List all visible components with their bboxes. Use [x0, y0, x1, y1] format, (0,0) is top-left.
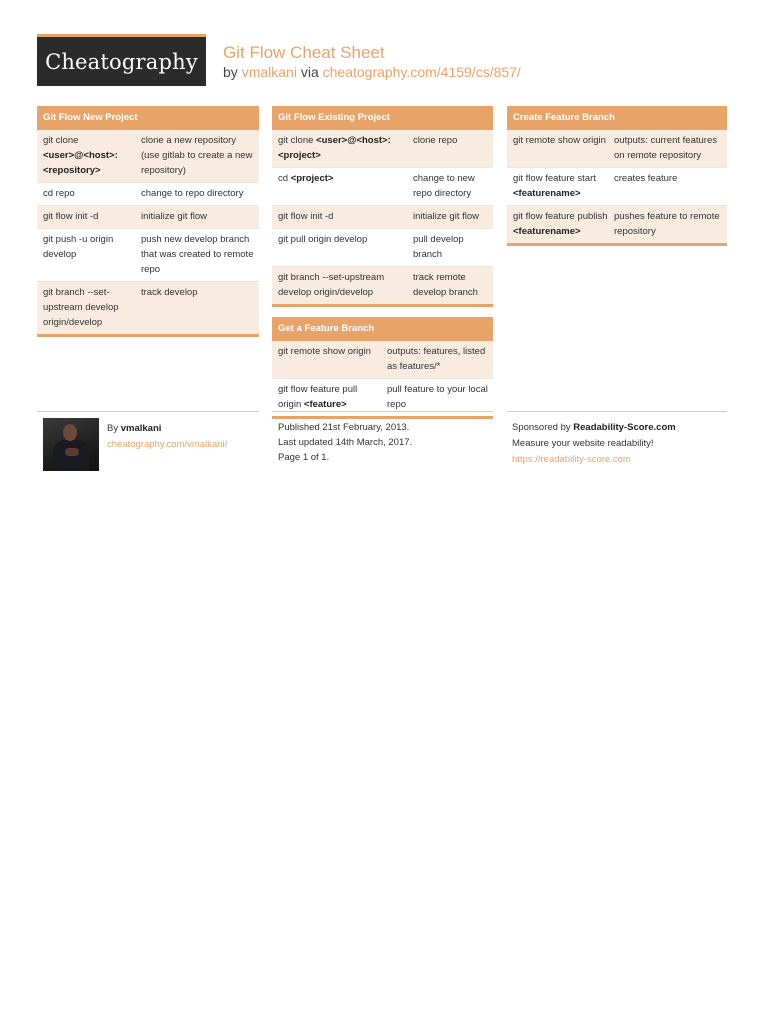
- logo-text: Cheatography: [45, 49, 198, 74]
- section-title: Create Feature Branch: [507, 106, 727, 130]
- table-row: [507, 130, 727, 168]
- description-cell: change to repo directory: [141, 188, 244, 199]
- description-cell: change to new repo directory: [413, 173, 475, 199]
- description-cell: initialize git flow: [413, 211, 479, 222]
- table-row: [272, 267, 493, 304]
- table-row: [507, 168, 727, 206]
- table-row: [37, 206, 259, 229]
- param: <user>@<host>: <repository>: [43, 150, 118, 176]
- avatar-arm: [65, 448, 79, 456]
- table-row: [37, 282, 259, 334]
- section-git-flow-new-project: [37, 106, 259, 337]
- footer-author-link[interactable]: cheatography.com/vmalkani/: [107, 439, 228, 450]
- description-cell: outputs: features, listed as features/*: [387, 346, 486, 372]
- description-cell: creates feature: [614, 173, 678, 184]
- footer-divider: [272, 411, 493, 412]
- description-cell: push new develop branch that was created to remote repo: [141, 234, 254, 275]
- description-cell: track develop: [141, 287, 198, 298]
- command-cell: git flow feature start <featurename>: [513, 173, 596, 199]
- description-cell: clone repo: [413, 135, 458, 146]
- command-cell: git flow feature publish <featurename>: [513, 211, 608, 237]
- table-row: [272, 168, 493, 206]
- author-avatar[interactable]: [43, 418, 99, 471]
- param: <featurename>: [513, 226, 581, 237]
- command-cell: git flow init -d: [278, 211, 334, 222]
- description-cell: initialize git flow: [141, 211, 207, 222]
- table-row: [37, 183, 259, 206]
- command-cell: git push -u origin develop: [43, 234, 114, 260]
- byline: [223, 64, 521, 80]
- description-cell: pushes feature to remote repository: [614, 211, 720, 237]
- sponsor-name[interactable]: Readability-Score.com: [573, 422, 676, 433]
- column-2: [272, 106, 493, 429]
- section-title: Git Flow New Project: [37, 106, 259, 130]
- command-cell: git clone <user>@<host>: <project>: [278, 135, 391, 161]
- cheatography-logo[interactable]: [37, 34, 206, 86]
- footer-by: By: [107, 423, 119, 434]
- avatar-head: [63, 424, 77, 441]
- section-title: Get a Feature Branch: [272, 317, 493, 341]
- command-cell: git clone <user>@<host>: <repository>: [43, 135, 118, 176]
- command-cell: git flow feature pull origin <feature>: [278, 384, 358, 410]
- param: <project>: [278, 150, 321, 161]
- section-git-flow-existing-project: [272, 106, 493, 307]
- sheet-url-link[interactable]: cheatography.com/4159/cs/857/: [322, 64, 521, 80]
- table-row: [272, 130, 493, 168]
- command-cell: git flow init -d: [43, 211, 99, 222]
- table-row: [272, 341, 493, 379]
- sponsored-by-label: Sponsored by: [512, 422, 571, 433]
- sponsor-link[interactable]: https://readability-score.com: [512, 454, 631, 465]
- updated-date: Last updated 14th March, 2017.: [278, 437, 413, 448]
- description-cell: pull feature to your local repo: [387, 384, 488, 410]
- author-link[interactable]: vmalkani: [241, 64, 297, 80]
- sponsor-tagline: Measure your website readability!: [512, 438, 654, 449]
- param: <featurename>: [513, 188, 581, 199]
- param: <user>@<host>:: [316, 135, 391, 146]
- command-cell: git remote show origin: [513, 135, 606, 146]
- command-cell: cd <project>: [278, 173, 334, 184]
- section-get-a-feature-branch: [272, 317, 493, 419]
- footer-publish-info: [278, 420, 412, 465]
- table-row: [507, 206, 727, 243]
- footer-author-name[interactable]: vmalkani: [120, 423, 162, 434]
- column-3: [507, 106, 727, 256]
- description-cell: outputs: current features on remote repository: [614, 135, 717, 161]
- table-row: [37, 130, 259, 183]
- command-cell: cd repo: [43, 188, 75, 199]
- param: <project>: [290, 173, 334, 184]
- table-row: [272, 229, 493, 267]
- footer-divider: [37, 411, 259, 412]
- page-count: Page 1 of 1.: [278, 452, 330, 463]
- description-cell: clone a new repository (use gitlab to create a new repository): [141, 135, 253, 176]
- column-1: [37, 106, 259, 347]
- byline-via: via: [300, 64, 319, 80]
- footer-author: [107, 421, 227, 453]
- table-row: [272, 206, 493, 229]
- section-title: Git Flow Existing Project: [272, 106, 493, 130]
- description-cell: track remote develop branch: [413, 272, 478, 298]
- command-cell: git pull origin develop: [278, 234, 368, 245]
- published-date: Published 21st February, 2013.: [278, 422, 410, 433]
- command-cell: git branch --set-upstream develop origin/develop: [278, 272, 385, 298]
- byline-by: by: [223, 64, 238, 80]
- command-cell: git remote show origin: [278, 346, 371, 357]
- footer-divider: [507, 411, 727, 412]
- description-cell: pull develop branch: [413, 234, 464, 260]
- param: <feature>: [303, 399, 347, 410]
- header: [37, 34, 737, 90]
- command-cell: git branch --set-upstream develop origin/develop: [43, 287, 119, 328]
- footer-sponsor: [512, 420, 676, 468]
- page-title: Git Flow Cheat Sheet: [223, 43, 385, 62]
- section-create-feature-branch: [507, 106, 727, 246]
- table-row: [37, 229, 259, 282]
